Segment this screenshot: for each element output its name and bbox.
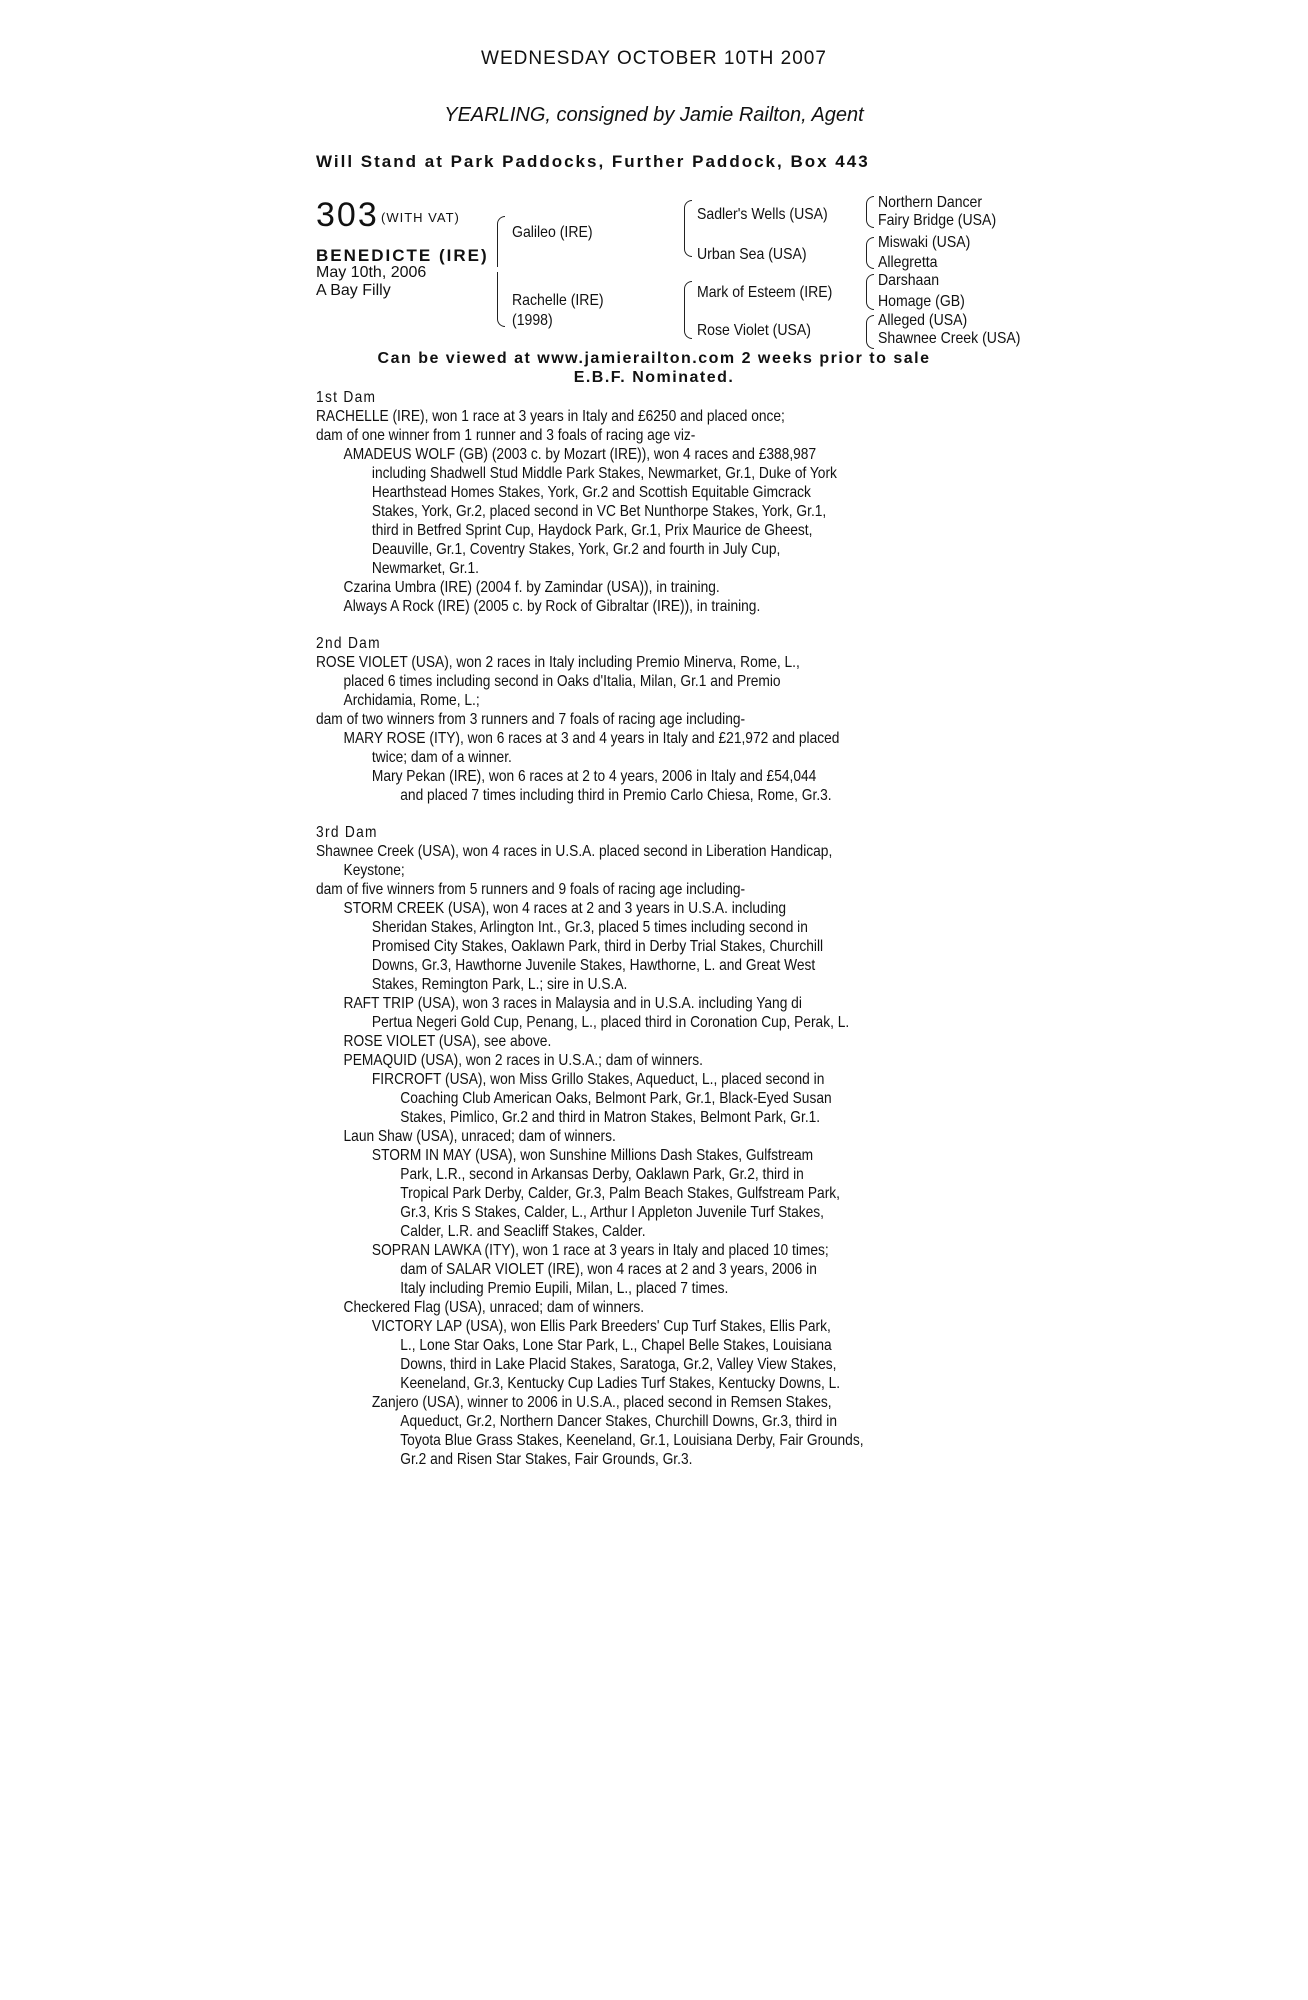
pedigree-brace <box>866 315 874 349</box>
pedigree-line: dam of two winners from 3 runners and 7 foals of racing age including- <box>316 711 746 728</box>
pedigree-brace <box>866 237 874 269</box>
pedigree-line: FIRCROFT (USA), won Miss Grillo Stakes, Aqueduct, L., placed second in <box>371 1071 825 1088</box>
pedigree-line: dam of five winners from 5 runners and 9 foals of racing age including- <box>316 881 746 898</box>
family-sections <box>316 388 1016 1469</box>
pedigree-line: and placed 7 times including third in Premio Carlo Chiesa, Rome, Gr.3. <box>400 787 832 804</box>
pedigree-line: RAFT TRIP (USA), won 3 races in Malaysia and in U.S.A. including Yang di <box>343 995 802 1012</box>
pedigree-line: including Shadwell Stud Middle Park Stakes, Newmarket, Gr.1, Duke of York <box>371 465 837 482</box>
pedigree-line: dam of SALAR VIOLET (IRE), won 4 races at 2 and 3 years, 2006 in <box>400 1261 817 1278</box>
pedigree-line: Pertua Negeri Gold Cup, Penang, L., placed third in Coronation Cup, Perak, L. <box>371 1014 850 1031</box>
pedigree-line: Tropical Park Derby, Calder, Gr.3, Palm Beach Stakes, Gulfstream Park, <box>400 1185 840 1202</box>
pedigree-line: PEMAQUID (USA), won 2 races in U.S.A.; dam of winners. <box>343 1052 703 1069</box>
sire-sire-dam: Fairy Bridge (USA) <box>878 212 997 229</box>
pedigree-line: Keeneland, Gr.3, Kentucky Cup Ladies Turf Stakes, Kentucky Downs, L. <box>400 1375 841 1392</box>
pedigree-line: Downs, Gr.3, Hawthorne Juvenile Stakes, Hawthorne, L. and Great West <box>371 957 816 974</box>
dam-dam-dam: Shawnee Creek (USA) <box>878 330 1021 347</box>
sire-dam: Urban Sea (USA) <box>697 246 807 263</box>
pedigree-brace <box>684 200 692 257</box>
pedigree-line: SOPRAN LAWKA (ITY), won 1 race at 3 years in Italy and placed 10 times; <box>371 1242 829 1259</box>
section-heading: 2nd Dam <box>316 635 381 652</box>
pedigree-line: ROSE VIOLET (USA), won 2 races in Italy including Premio Minerva, Rome, L., <box>316 654 800 671</box>
consignor-line: YEARLING, consigned by Jamie Railton, Agent <box>444 104 864 126</box>
family-section <box>316 634 1016 805</box>
sire-dam-sire: Miswaki (USA) <box>878 234 971 251</box>
dam: Rachelle (IRE) <box>512 292 604 309</box>
pedigree-line: third in Betfred Sprint Cup, Haydock Park, Gr.1, Prix Maurice de Gheest, <box>371 522 813 539</box>
pedigree-line: RACHELLE (IRE), won 1 race at 3 years in Italy and £6250 and placed once; <box>316 408 785 425</box>
pedigree-line: Czarina Umbra (IRE) (2004 f. by Zamindar (USA)), in training. <box>343 579 720 596</box>
horse-name: BENEDICTE (IRE) <box>316 246 489 265</box>
sire-sire: Sadler's Wells (USA) <box>697 206 828 223</box>
pedigree-line: Stakes, Remington Park, L.; sire in U.S.A. <box>371 976 628 993</box>
pedigree-brace <box>866 274 874 310</box>
horse-description: A Bay Filly <box>316 282 391 299</box>
box-location: Will Stand at Park Paddocks, Further Paddock, Box 443 <box>316 152 870 171</box>
pedigree-brace <box>497 272 505 327</box>
pedigree-line: Deauville, Gr.1, Coventry Stakes, York, Gr.2 and fourth in July Cup, <box>371 541 781 558</box>
pedigree-line: Italy including Premio Eupili, Milan, L., placed 7 times. <box>400 1280 729 1297</box>
pedigree-line: twice; dam of a winner. <box>371 749 512 766</box>
pedigree-line: Mary Pekan (IRE), won 6 races at 2 to 4 years, 2006 in Italy and £54,044 <box>371 768 817 785</box>
family-section <box>316 823 1016 1469</box>
pedigree-line: Downs, third in Lake Placid Stakes, Saratoga, Gr.2, Valley View Stakes, <box>400 1356 837 1373</box>
pedigree-line: Park, L.R., second in Arkansas Derby, Oaklawn Park, Gr.2, third in <box>400 1166 804 1183</box>
pedigree-line: Checkered Flag (USA), unraced; dam of winners. <box>343 1299 645 1316</box>
ebf-note: E.B.F. Nominated. <box>573 369 735 386</box>
pedigree-line: L., Lone Star Oaks, Lone Star Park, L., Chapel Belle Stakes, Louisiana <box>400 1337 832 1354</box>
dam-year: (1998) <box>512 312 553 329</box>
foaling-date: May 10th, 2006 <box>316 264 427 281</box>
dam-dam-sire: Alleged (USA) <box>878 312 968 329</box>
pedigree-line: Stakes, York, Gr.2, placed second in VC Bet Nunthorpe Stakes, York, Gr.1, <box>371 503 827 520</box>
pedigree-brace <box>497 216 505 267</box>
section-heading: 1st Dam <box>316 389 377 406</box>
pedigree-line: Stakes, Pimlico, Gr.2 and third in Matron Stakes, Belmont Park, Gr.1. <box>400 1109 821 1126</box>
sire: Galileo (IRE) <box>512 224 593 241</box>
pedigree-line: Toyota Blue Grass Stakes, Keeneland, Gr.1, Louisiana Derby, Fair Grounds, <box>400 1432 864 1449</box>
pedigree-line: Calder, L.R. and Seacliff Stakes, Calder. <box>400 1223 646 1240</box>
pedigree-line: Promised City Stakes, Oaklawn Park, third in Derby Trial Stakes, Churchill <box>371 938 824 955</box>
pedigree-line: Gr.3, Kris S Stakes, Calder, L., Arthur I Appleton Juvenile Turf Stakes, <box>400 1204 824 1221</box>
dam-sire-dam: Homage (GB) <box>878 293 965 310</box>
pedigree-line: Always A Rock (IRE) (2005 c. by Rock of Gibraltar (IRE)), in training. <box>343 598 761 615</box>
section-heading: 3rd Dam <box>316 824 378 841</box>
dam-sire: Mark of Esteem (IRE) <box>697 284 833 301</box>
pedigree-line: dam of one winner from 1 runner and 3 foals of racing age viz- <box>316 427 696 444</box>
pedigree-line: Keystone; <box>343 862 405 879</box>
lot-number: 303 <box>316 196 379 234</box>
pedigree-line: Archidamia, Rome, L.; <box>343 692 480 709</box>
sire-sire-sire: Northern Dancer <box>878 194 983 211</box>
pedigree-line: Coaching Club American Oaks, Belmont Park, Gr.1, Black-Eyed Susan <box>400 1090 832 1107</box>
pedigree-line: MARY ROSE (ITY), won 6 races at 3 and 4 years in Italy and £21,972 and placed <box>343 730 840 747</box>
pedigree-line: Newmarket, Gr.1. <box>371 560 479 577</box>
pedigree-line: AMADEUS WOLF (GB) (2003 c. by Mozart (IRE)), won 4 races and £388,987 <box>343 446 817 463</box>
pedigree-brace <box>684 281 692 339</box>
dam-dam: Rose Violet (USA) <box>697 322 811 339</box>
sire-dam-dam: Allegretta <box>878 254 938 271</box>
pedigree-line: Gr.2 and Risen Star Stakes, Fair Grounds, Gr.3. <box>400 1451 693 1468</box>
pedigree-line: Aqueduct, Gr.2, Northern Dancer Stakes, Churchill Downs, Gr.3, third in <box>400 1413 837 1430</box>
vat-label: (WITH VAT) <box>381 210 460 225</box>
dam-sire-sire: Darshaan <box>878 272 940 289</box>
pedigree-line: Sheridan Stakes, Arlington Int., Gr.3, placed 5 times including second in <box>371 919 808 936</box>
pedigree-line: Laun Shaw (USA), unraced; dam of winners. <box>343 1128 616 1145</box>
sale-date: WEDNESDAY OCTOBER 10TH 2007 <box>481 48 827 69</box>
pedigree-line: Zanjero (USA), winner to 2006 in U.S.A., placed second in Remsen Stakes, <box>371 1394 832 1411</box>
pedigree-line: Shawnee Creek (USA), won 4 races in U.S.A. placed second in Liberation Handicap, <box>316 843 833 860</box>
pedigree-brace <box>866 196 874 228</box>
pedigree-line: STORM CREEK (USA), won 4 races at 2 and 3 years in U.S.A. including <box>343 900 787 917</box>
family-section <box>316 388 1016 616</box>
pedigree-line: VICTORY LAP (USA), won Ellis Park Breeders' Cup Turf Stakes, Ellis Park, <box>371 1318 831 1335</box>
pedigree-line: Hearthstead Homes Stakes, York, Gr.2 and Scottish Equitable Gimcrack <box>371 484 811 501</box>
viewing-note: Can be viewed at www.jamierailton.com 2 weeks prior to sale <box>377 350 931 367</box>
pedigree-line: placed 6 times including second in Oaks d'Italia, Milan, Gr.1 and Premio <box>343 673 781 690</box>
pedigree-line: STORM IN MAY (USA), won Sunshine Millions Dash Stakes, Gulfstream <box>371 1147 814 1164</box>
pedigree-line: ROSE VIOLET (USA), see above. <box>343 1033 552 1050</box>
